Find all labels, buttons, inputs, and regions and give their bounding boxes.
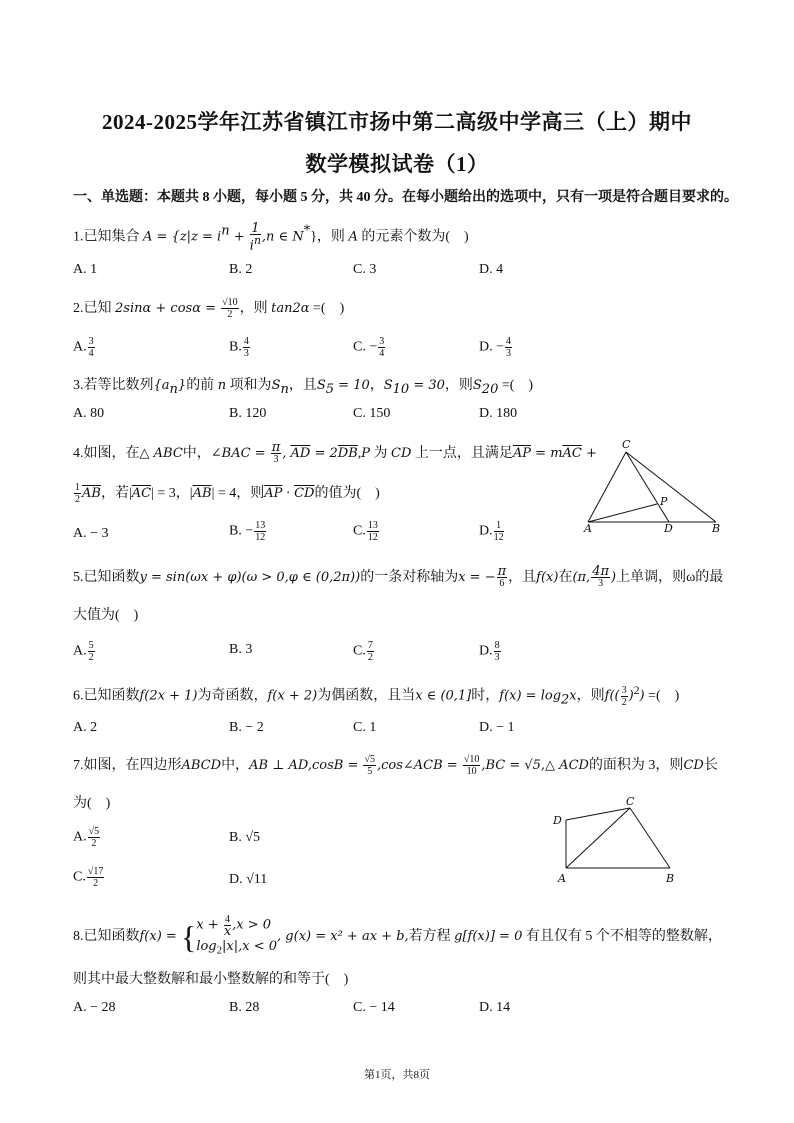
fraction: $\frac{√10}{2}$ [222,297,238,321]
label-a: A [584,522,592,534]
question-3: 3.若等比数列$\{a_n\}$的前 n 项和为$S_n$，且$S_5 = 10$，$S_{10} = 30$，则$S_{20}$ =( ) [73,378,534,397]
q8-option-b[interactable]: B. 28 [229,1000,260,1015]
label-d: D [553,814,562,827]
q6-option-b[interactable]: B. − 2 [229,720,264,735]
q3-option-c[interactable]: C. 150 [353,406,391,421]
q1-option-d[interactable]: D. 4 [479,262,504,277]
q4-option-b[interactable]: B. − $\frac{13}{12}$ [229,520,266,543]
segment-ac [566,808,630,868]
question-5-line2: 大值为( ) [73,608,139,623]
question-6: 6.已知函数f(2x + 1)为奇函数，f(x + 2)为偶函数，且当x ∈ (0,1]时，$f(x) = \log_2x$，则f(( $\frac{3}{2}$ )$^2$) =( ) [73,684,680,708]
q4-option-c[interactable]: C. $\frac{13}{12}$ [353,520,378,543]
label-b: B [712,522,721,534]
q8-option-d[interactable]: D. 14 [479,1000,511,1015]
q6-option-a[interactable]: A. 2 [73,720,98,735]
q1-option-b[interactable]: B. 2 [229,262,253,277]
question-7-line2: 为( ) [73,796,111,811]
question-4: 4.如图，在△ ABC中，∠BAC = $\frac{\pi}{3}$ , $\overline{AD} = 2\overline{DB},P$ 为 CD 上一点，且满足$\overline{AP} = m\overline{AC}$ + [73,440,597,466]
segment-ap [588,504,657,522]
q3-option-a[interactable]: A. 80 [73,406,105,421]
q7-quadrilateral-figure [548,792,688,888]
segment-ac [588,452,626,522]
question-1: 1.已知集合 $A = \{z|z = i^n$ + $\frac{1}{i^n}$ ,n ∈ N*}，则 A 的元素个数为( ) [73,221,469,254]
label-d: D [664,522,673,534]
q7-option-a[interactable]: A. $\frac{√5}{2}$ [73,826,100,849]
page-footer: 第1页，共8页 [364,1069,430,1081]
question-2: 2.已知 2sinα + cosα = $\frac{√10}{2}$ ，则 tan2α =( ) [73,297,345,321]
section-heading: 一、单选题：本题共 8 小题，每小题 5 分，共 40 分。在每小题给出的选项中，只有一项是符合题目要求的。 [73,190,738,205]
q4-triangle-figure [578,434,728,534]
q8-option-a[interactable]: A. − 28 [73,1000,116,1015]
q2-option-d[interactable]: D. − $\frac{4}{3}$ [479,336,512,359]
question-7: 7.如图，在四边形ABCD中，AB ⊥ AD,cosB = $\frac{√5}{5}$ ,cos∠ACB = $\frac{√10}{10}$ ,BC = √5,△ ACD的面积为 3，则CD长 [73,754,718,778]
q1-option-a[interactable]: A. 1 [73,262,98,277]
label-c: C [626,795,635,808]
q5-option-b[interactable]: B. 3 [229,642,253,657]
q7-option-d[interactable]: D. √11 [229,872,268,887]
q6-option-d[interactable]: D. − 1 [479,720,515,735]
label-p: P [660,495,668,508]
question-8-line2: 则其中最大整数解和最小整数解的和等于( ) [73,972,349,987]
q2-option-b[interactable]: B. $\frac{4}{3}$ [229,336,249,359]
segment-cb [630,808,670,868]
q6-option-c[interactable]: C. 1 [353,720,377,735]
q5-option-a[interactable]: A. $\frac{5}{2}$ [73,640,94,663]
fraction: $\frac{1}{i^n}$ [249,221,261,254]
q3-option-b[interactable]: B. 120 [229,406,267,421]
q4-option-d[interactable]: D. $\frac{1}{12}$ [479,520,504,543]
question-5: 5.已知函数y = sin(ωx + φ)(ω > 0,φ ∈ (0,2π))的一条对称轴为x = − $\frac{\pi}{6}$ ，且f(x)在(π, $\frac{4\pi}{3}$ )上单调，则ω的最 [73,564,724,590]
q3-option-d[interactable]: D. 180 [479,406,518,421]
q1-option-c[interactable]: C. 3 [353,262,377,277]
question-8: 8.已知函数f(x) = { x + $\frac{4}{x}$ ,x > 0 $\log_2|x|,x < 0$ , g(x) = x² + ax + b,若方程 g[f(x)] = 0 有且仅有 5 个不相等的整数解， [73,914,722,960]
left-brace: { [180,918,197,955]
q7-option-b[interactable]: B. √5 [229,830,261,845]
label-b: B [666,872,675,885]
exam-title-line2: 数学模拟试卷（1） [305,152,489,176]
exam-title-line1: 2024-2025学年江苏省镇江市扬中第二高级中学高三（上）期中 [102,110,692,134]
q2-option-a[interactable]: A. $\frac{3}{4}$ [73,336,94,359]
question-4-line2: $\frac{1}{2}$ $\overline{AB}$，若$|\overline{AC}| = 3$，$|\overline{AB}| = 4$，则$\overline{AP} \cdot \overline{CD}$的值为( ) [75,482,380,506]
segment-cb [626,452,716,522]
label-a: A [558,872,566,885]
q5-option-c[interactable]: C. $\frac{7}{2}$ [353,640,373,663]
segment-cd [626,452,669,522]
q5-option-d[interactable]: D. $\frac{8}{3}$ [479,640,500,663]
q7-option-c[interactable]: C. $\frac{√17}{2}$ [73,866,104,889]
piecewise-cases: x + $\frac{4}{x}$ ,x > 0 $\log_2|x|,x < 0$ [196,914,278,957]
label-c: C [622,438,631,451]
q8-option-c[interactable]: C. − 14 [353,1000,395,1015]
q4-option-a[interactable]: A. − 3 [73,526,109,541]
q2-option-c[interactable]: C. − $\frac{3}{4}$ [353,336,385,359]
segment-dc [566,808,630,820]
